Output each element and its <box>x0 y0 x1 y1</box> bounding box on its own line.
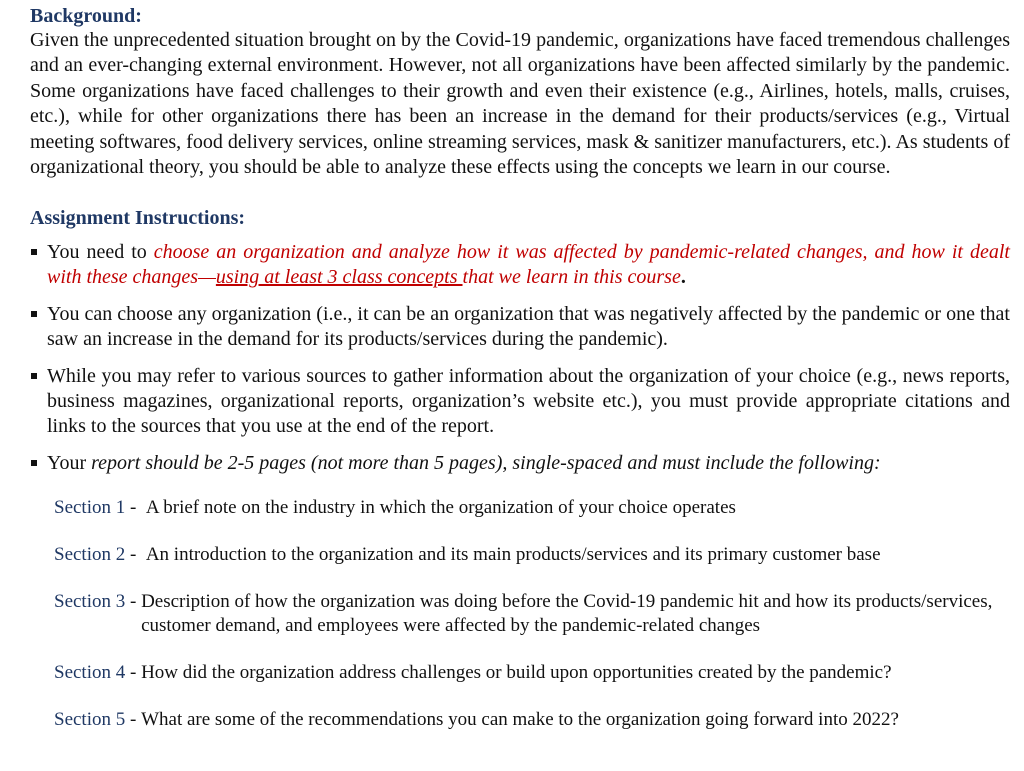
section-text: An introduction to the organization and its main products/services and its primary customer base <box>145 544 881 566</box>
square-bullet-icon <box>31 249 37 255</box>
section-dash: - <box>125 544 146 566</box>
section-dash: - <box>125 497 146 519</box>
square-bullet-icon <box>31 311 37 317</box>
list-item <box>30 240 1010 290</box>
assignment-instructions-heading: Assignment Instructions: <box>30 207 246 230</box>
section-dash: - <box>125 591 142 613</box>
background-paragraph: Given the unprecedented situation brought on by the Covid-19 pandemic, organizations have faced tremendous challenges and an ever-changing external environment. However, not all organizations have been affected similarly by the pandemic. Some organizations have faced challenges to their growth and even their existence (e.g., Airlines, hotels, malls, cruises, etc.), while for other organizations there has been an increase in the demand for their products/services (e.g., Virtual meeting softwares, food delivery services, online streaming services, mask & sanitizer manufacturers, etc.). As students of organizational theory, you should be able to analyze these effects using the concepts we learn in our course. <box>30 29 1010 179</box>
section-label: Section 4 <box>54 662 126 684</box>
bullet1-red-underline: using at least 3 class concepts <box>215 266 463 289</box>
square-bullet-icon <box>31 460 37 466</box>
section-5 <box>54 708 1010 732</box>
square-bullet-icon <box>31 373 37 379</box>
list-item <box>30 451 1010 476</box>
sections-list <box>30 496 1010 732</box>
section-text: Description of how the organization was doing before the Covid-19 pandemic hit and how its products/services, customer demand, and employees were affected by the pandemic-related changes <box>141 591 993 637</box>
section-label: Section 2 <box>54 544 126 566</box>
section-3 <box>54 590 1010 638</box>
section-label: Section 1 <box>54 497 126 519</box>
section-label: Section 3 <box>54 591 126 613</box>
bullet1-red-text: choose an organization and analyze how it was affected by pandemic-related changes, and how it dealt with these changes— <box>47 241 1010 289</box>
section-2 <box>54 543 1010 567</box>
list-item <box>30 302 1010 352</box>
section-text: A brief note on the industry in which the organization of your choice operates <box>145 497 736 519</box>
section-text: How did the organization address challenges or build upon opportunities created by the pandemic? <box>141 662 892 684</box>
bullet4-italic-text: report should be 2-5 pages (not more than 5 pages), single-spaced and must include the following: <box>91 452 881 475</box>
section-1 <box>54 496 1010 520</box>
bullet3-text: While you may refer to various sources to gather information about the organization of your choice (e.g., news reports, business magazines, organizational reports, organization’s website etc.), you must provide appropriate citations and links to the sources that you use at the end of the report. <box>47 365 1010 438</box>
bullet2-text: You can choose any organization (i.e., it can be an organization that was negatively affected by the pandemic or one that saw an increase in the demand for its products/services during the pandemic). <box>47 303 1010 351</box>
background-heading: Background: <box>30 5 142 27</box>
section-4 <box>54 661 1010 685</box>
instructions-list <box>30 240 1010 476</box>
section-label: Section 5 <box>54 709 126 731</box>
bullet4-prefix: Your <box>47 452 92 475</box>
section-dash: - <box>125 709 142 731</box>
bullet1-prefix: You need to <box>47 241 154 264</box>
section-text: What are some of the recommendations you can make to the organization going forward into 2022? <box>141 709 899 731</box>
list-item <box>30 364 1010 439</box>
bullet1-end: . <box>680 266 686 289</box>
section-dash: - <box>125 662 142 684</box>
bullet1-red-suffix: that we learn in this course <box>462 266 681 289</box>
